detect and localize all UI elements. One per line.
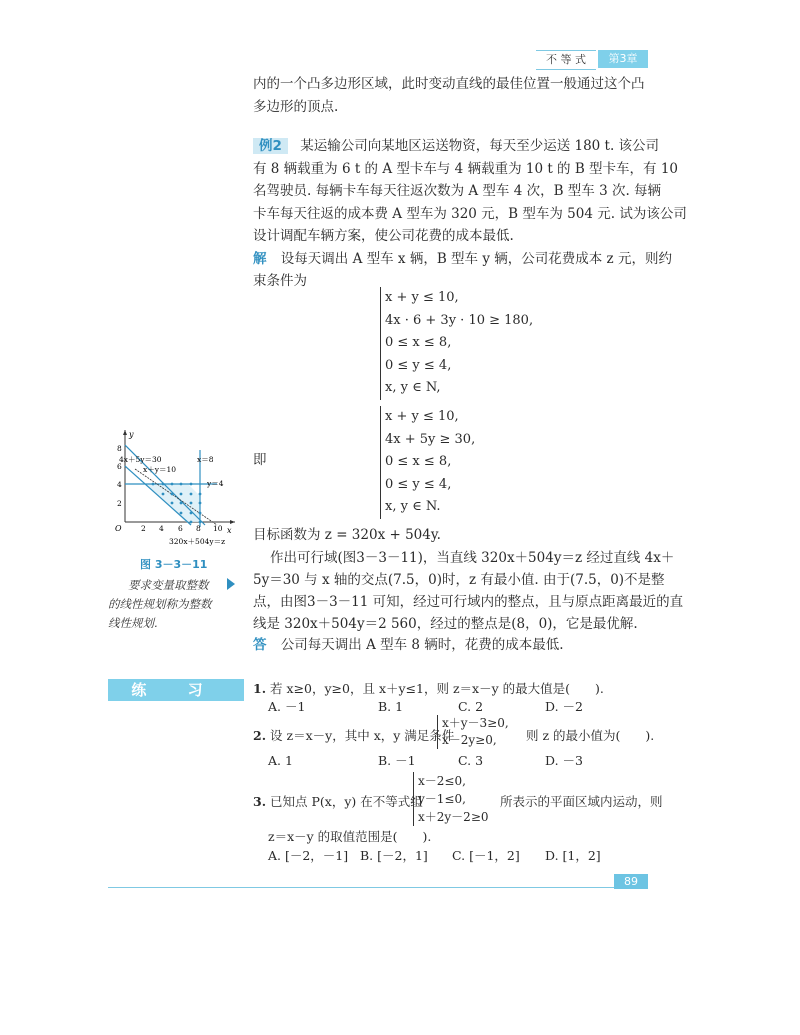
tick-y-8: 8 (117, 444, 122, 453)
solution-body-1: 作出可行域(图3－3－11)，当直线 320x＋504y＝z 经过直线 4x＋ (270, 550, 675, 566)
question-3-post: 所表示的平面区域内运动，则 (500, 794, 663, 809)
q2-system (437, 715, 509, 749)
constraint-system-1 (380, 287, 533, 400)
side-note-line-2: 的线性规划称为整数 (108, 597, 212, 611)
solution-body-2: 5y＝30 与 x 轴的交点(7.5，0)时，z 有最小值. 由于(7.5，0)不是整 (253, 572, 665, 588)
figure-caption: 图 3－3－11 (140, 558, 208, 571)
constraint-5b: x, y ∈ N. (385, 499, 441, 514)
axis-label-x: x (227, 526, 232, 535)
line-objective (135, 469, 217, 525)
question-3 (253, 791, 423, 812)
constraint-2: 4x · 6 + 3y · 10 ≥ 180, (385, 312, 534, 328)
origin-label: O (115, 524, 122, 533)
solution-label: 解 (253, 251, 267, 267)
label-y4: y＝4 (207, 479, 224, 488)
q3-choice-c: C. [－1，2] (452, 848, 520, 863)
intro-line-2: 多边形的顶点. (253, 99, 339, 115)
footer-rule (108, 887, 622, 888)
question-3-line-2: z＝x－y 的取值范围是( ). (268, 829, 432, 844)
q1-choice-a: A. －1 (268, 699, 306, 714)
header-chapter: 第3章 (598, 50, 648, 68)
q3-condition-2: y－1≤0, (418, 792, 466, 806)
side-note-arrow-icon (227, 578, 235, 590)
constraint-5: x, y ∈ N, (385, 380, 441, 395)
tick-y-4: 4 (117, 480, 122, 489)
tick-x-8: 8 (196, 524, 201, 533)
question-2-post: 则 z 的最小值为( ). (526, 728, 655, 743)
tick-y-6: 6 (117, 462, 122, 471)
example-tag: 例2 (253, 138, 288, 154)
question-1-number: 1. (253, 681, 267, 696)
constraint-2b: 4x + 5y ≥ 30, (385, 431, 476, 447)
question-2-number: 2. (253, 728, 267, 743)
q3-choice-b: B. [－2，1] (360, 848, 428, 863)
answer-text: 公司每天调出 A 型车 8 辆时，花费的成本最低. (280, 637, 564, 653)
example-line-3: 名驾驶员. 每辆卡车每天往返次数为 A 型车 4 次，B 型车 3 次. 每辆 (253, 183, 662, 199)
example-line-2: 有 8 辆载重为 6 t 的 A 型卡车与 4 辆载重为 10 t 的 B 型卡车，有 10 (253, 161, 679, 177)
constraint-1b: x + y ≤ 10, (385, 409, 459, 424)
q1-choice-d: D. －2 (545, 699, 583, 714)
figure-feasible-region (105, 425, 240, 550)
constraint-1: x + y ≤ 10, (385, 290, 459, 305)
constraint-3b: 0 ≤ x ≤ 8, (385, 454, 452, 469)
tick-x-6: 6 (178, 524, 183, 533)
question-2-pre: 设 z＝x－y，其中 x，y 满足条件 (270, 728, 455, 743)
q2-choice-a: A. 1 (268, 753, 293, 768)
question-3-number: 3. (253, 794, 267, 809)
answer-label: 答 (253, 637, 267, 653)
label-x8: x＝8 (197, 455, 214, 464)
q3-choice-a: A. [－2，－1] (268, 848, 349, 863)
example-line-4: 卡车每天往返的成本费 A 型车为 320 元，B 型车为 504 元. 试为该公司 (253, 206, 687, 222)
example-text-1: 某运输公司向某地区运送物资，每天至少运送 180 t. 该公司 (300, 138, 660, 154)
solution-body-4: 线是 320x＋504y＝2 560，经过的整点是(8，0)，它是最优解. (253, 616, 638, 632)
question-2 (253, 725, 454, 746)
example-line-5: 设计调配车辆方案，使公司花费的成本最低. (253, 228, 514, 244)
solution-body-3: 点，由图3－3－11 可知，经过可行域内的整点，且与原点距离最近的直 (253, 594, 684, 610)
q2-choice-b: B. －1 (378, 753, 416, 768)
q3-choice-d: D. [1，2] (545, 848, 601, 863)
tick-x-4: 4 (159, 524, 164, 533)
side-note-line-1: 要求变量取整数 (128, 578, 209, 592)
question-1-text: 若 x≥0，y≥0，且 x＋y≤1，则 z＝x－y 的最大值是( ). (270, 681, 604, 696)
tick-x-2: 2 (141, 524, 146, 533)
tick-y-2: 2 (117, 499, 122, 508)
solution-line-2: 束条件为 (253, 273, 307, 289)
side-note-line-3: 线性规划. (108, 616, 158, 630)
label-xy10: x＋y＝10 (143, 465, 177, 474)
example-line-1 (253, 136, 659, 157)
label-objective: 320x＋504y＝z (169, 537, 226, 546)
tick-x-10: 10 (213, 524, 223, 533)
constraint-3: 0 ≤ x ≤ 8, (385, 335, 452, 350)
q3-condition-1: x－2≤0, (418, 774, 466, 788)
q1-choice-c: C. 2 (458, 699, 484, 714)
q2-condition-2: x－2y≥0, (442, 733, 497, 747)
constraint-4: 0 ≤ y ≤ 4, (385, 357, 452, 373)
question-3-pre: 已知点 P(x，y) 在不等式组 (270, 794, 423, 809)
q3-condition-3: x＋2y－2≥0 (418, 810, 489, 824)
objective-function: 目标函数为 z = 320x + 504y. (253, 527, 441, 543)
question-1 (253, 678, 604, 699)
q3-system (413, 772, 489, 826)
q1-choice-b: B. 1 (378, 699, 404, 714)
ji-label: 即 (253, 452, 267, 468)
answer-line (253, 635, 564, 656)
header-section: 不 等 式 (536, 50, 596, 70)
q2-choice-d: D. －3 (545, 753, 583, 768)
q2-condition-1: x＋y－3≥0, (442, 716, 509, 730)
q2-choice-c: C. 3 (458, 753, 484, 768)
solution-line-1 (253, 249, 672, 270)
page-number: 89 (614, 874, 648, 889)
constraint-system-2 (380, 406, 475, 519)
practice-title: 练 习 (108, 679, 244, 701)
solution-text-1: 设每天调出 A 型车 x 辆，B 型车 y 辆，公司花费成本 z 元，则约 (280, 251, 672, 267)
constraint-4b: 0 ≤ y ≤ 4, (385, 476, 452, 492)
axis-label-y: y (129, 430, 134, 439)
intro-line-1: 内的一个凸多边形区域，此时变动直线的最佳位置一般通过这个凸 (253, 76, 645, 92)
label-4x5y30: 4x＋5y＝30 (119, 455, 162, 464)
